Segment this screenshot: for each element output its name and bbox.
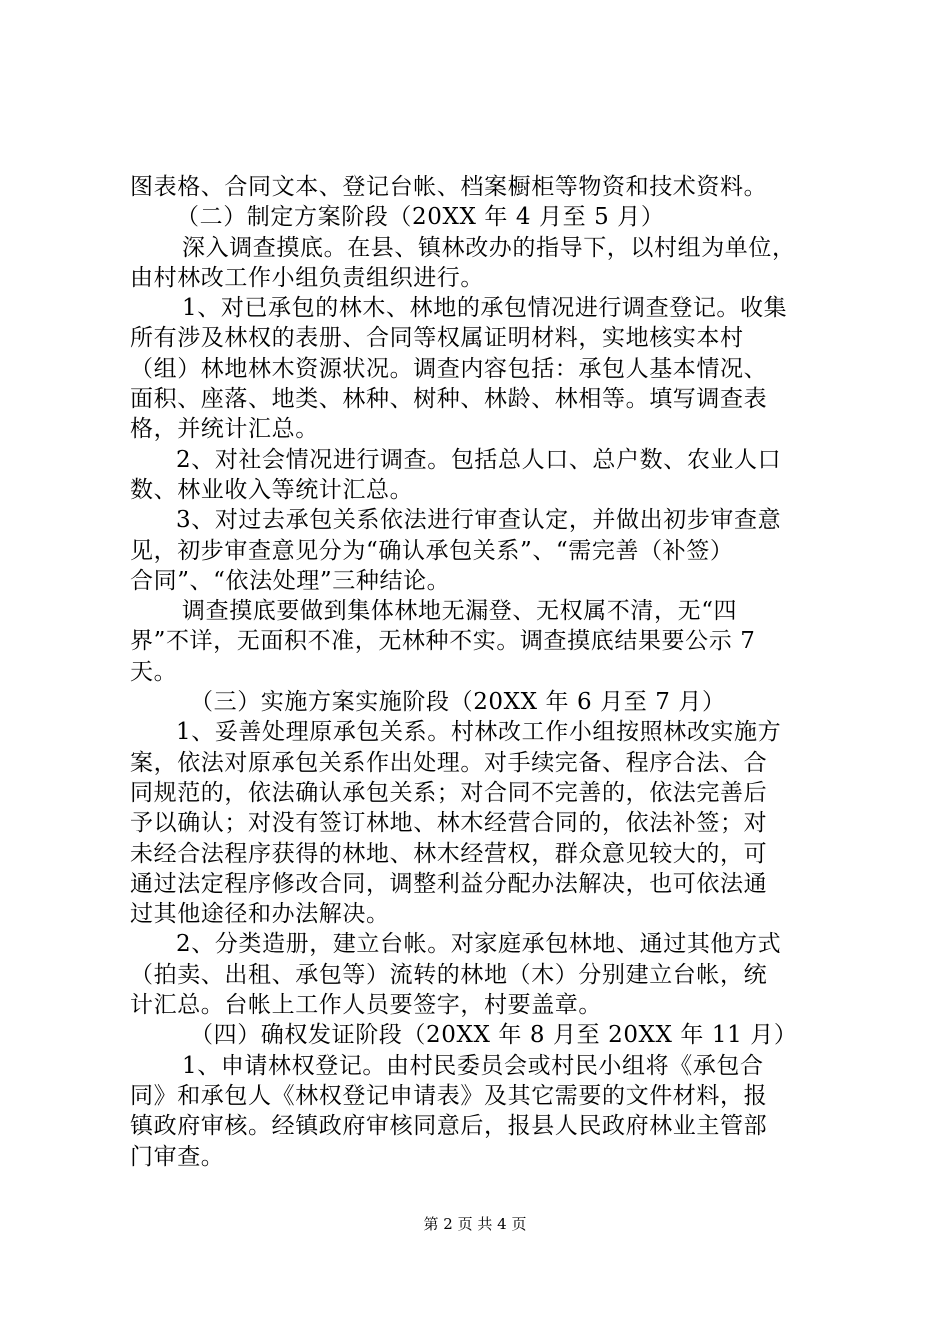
text-line: 格，并统计汇总。	[130, 416, 319, 443]
text-line: 合同”、“依法处理”三种结论。	[130, 567, 451, 594]
section-heading: （二）制定方案阶段（20XX 年 4 月至 5 月）	[176, 204, 665, 231]
text-line: 同规范的，依法确认承包关系；对合同不完善的，依法完善后	[130, 779, 768, 806]
text-line: 由村林改工作小组负责组织进行。	[130, 264, 484, 291]
text-line: 镇政府审核。经镇政府审核同意后，报县人民政府林业主管部	[130, 1113, 768, 1140]
document-body	[130, 172, 830, 1172]
section-heading: （三）实施方案实施阶段（20XX 年 6 月至 7 月）	[190, 689, 726, 716]
text-line: 所有涉及林权的表册、合同等权属证明材料，实地核实本村	[130, 325, 744, 352]
text-line: 面积、座落、地类、林种、树种、林龄、林相等。填写调查表	[130, 386, 768, 413]
text-line: 图表格、合同文本、登记台帐、档案橱柜等物资和技术资料。	[130, 174, 768, 200]
text-line: 3、对过去承包关系依法进行审查认定，并做出初步审查意	[176, 507, 782, 534]
section-heading: （四）确权发证阶段（20XX 年 8 月至 20XX 年 11 月）	[190, 1022, 798, 1049]
text-line: 界”不详，无面积不准，无林种不实。调查摸底结果要公示 7	[130, 628, 756, 655]
text-line: 数、林业收入等统计汇总。	[130, 476, 414, 503]
text-line: 门审查。	[130, 1143, 225, 1170]
text-line: 调查摸底要做到集体林地无漏登、无权属不清，无“四	[182, 598, 738, 625]
text-line: 计汇总。台帐上工作人员要签字，村要盖章。	[130, 992, 602, 1019]
text-line: 1、申请林权登记。由村民委员会或村民小组将《承包合	[182, 1052, 764, 1079]
text-line: 过其他途径和办法解决。	[130, 901, 390, 928]
text-line: 同》和承包人《林权登记申请表》及其它需要的文件材料，报	[130, 1082, 768, 1109]
text-line: 深入调查摸底。在县、镇林改办的指导下，以村组为单位，	[182, 234, 796, 261]
text-line: 见，初步审查意见分为“确认承包关系”、“需完善（补签）	[130, 537, 734, 564]
page-footer: 第 2 页 共 4 页	[423, 1215, 527, 1233]
text-line: 1、对已承包的林木、林地的承包情况进行调查登记。收集	[182, 295, 788, 322]
text-line: 案，依法对原承包关系作出处理。对手续完备、程序合法、合	[130, 749, 768, 776]
text-line: 1、妥善处理原承包关系。村林改工作小组按照林改实施方	[176, 719, 782, 746]
text-line: 通过法定程序修改合同，调整利益分配办法解决，也可依法通	[130, 870, 768, 897]
text-line: 未经合法程序获得的林地、林木经营权，群众意见较大的，可	[130, 840, 768, 867]
text-line: 予以确认；对没有签订林地、林木经营合同的，依法补签；对	[130, 810, 768, 837]
text-line: （组）林地林木资源状况。调查内容包括：承包人基本情况、	[130, 355, 768, 382]
text-line: （拍卖、出租、承包等）流转的林地（木）分别建立台帐，统	[130, 961, 768, 988]
text-line: 2、对社会情况进行调查。包括总人口、总户数、农业人口	[176, 446, 782, 473]
text-line: 天。	[130, 658, 178, 685]
text-line: 2、分类造册，建立台帐。对家庭承包林地、通过其他方式	[176, 931, 782, 958]
